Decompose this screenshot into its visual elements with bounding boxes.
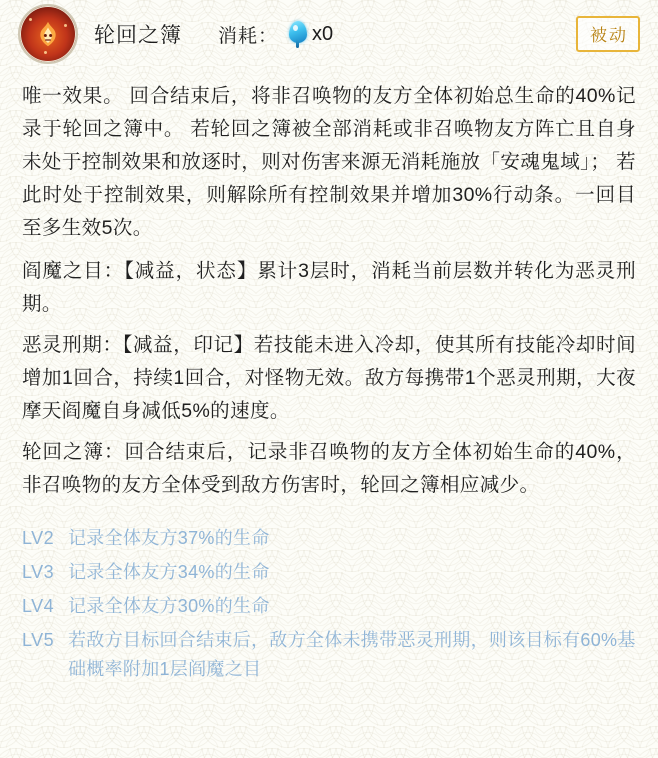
level-description: 记录全体友方37%的生命 [68, 528, 270, 548]
orb-highlight [293, 25, 298, 31]
spark-icon [29, 18, 32, 21]
energy-orb-icon [286, 19, 310, 49]
description-paragraph: 阎魔之目：【减益，状态】累计3层时，消耗当前层数并转化为恶灵刑期。 [22, 260, 636, 315]
spark-icon [64, 24, 67, 27]
cost-group [218, 19, 333, 49]
level-tag: LV5 [22, 630, 55, 650]
skill-name: 轮回之簿 [94, 24, 182, 47]
fire-skull-skill-icon[interactable] [18, 4, 78, 64]
list-item [22, 558, 636, 587]
level-description: 记录全体友方34%的生命 [68, 562, 270, 582]
description-paragraph: 恶灵刑期：【减益，印记】若技能未进入冷却，使其所有技能冷却时间增加1回合，持续1回合，对怪物无效。敌方每携带1个恶灵刑期，大夜摩天阎魔自身减低5%的速度。 [22, 334, 636, 422]
level-tag: LV3 [22, 562, 55, 582]
level-upgrade-list [0, 524, 658, 684]
cost-value: x0 [312, 22, 334, 45]
list-item [22, 524, 636, 553]
level-tag: LV4 [22, 596, 55, 616]
flame-skull-glyph [33, 20, 63, 50]
cost-label: 消耗： [218, 25, 279, 47]
skill-header [0, 0, 658, 62]
skill-description [0, 62, 658, 502]
level-description: 记录全体友方30%的生命 [68, 596, 270, 616]
description-paragraph: 唯一效果。 回合结束后，将非召唤物的友方全体初始总生命的40%记录于轮回之簿中。 若轮回之簿被全部消耗或非召唤物友方阵亡且自身未处于控制效果和放逐时，则对伤害来源无消耗施放「安魂鬼域」； 若此时处于控制效果，则解除所有控制效果并增加30%行动条。一回目至多生效5次。 [22, 85, 636, 239]
level-tag: LV2 [22, 528, 55, 548]
level-description: 若敌方目标回合结束后，敌方全体未携带恶灵刑期，则该目标有60%基础概率附加1层阎魔之目 [68, 630, 636, 679]
description-paragraph: 轮回之簿：回合结束后，记录非召唤物的友方全体初始生命的40%，非召唤物的友方全体受到敌方伤害时，轮回之簿相应减少。 [22, 441, 636, 496]
list-item [22, 592, 636, 621]
spark-icon [44, 51, 47, 54]
list-item [22, 626, 636, 684]
status-badge: 被动 [576, 16, 640, 52]
orb-tail [296, 39, 299, 48]
